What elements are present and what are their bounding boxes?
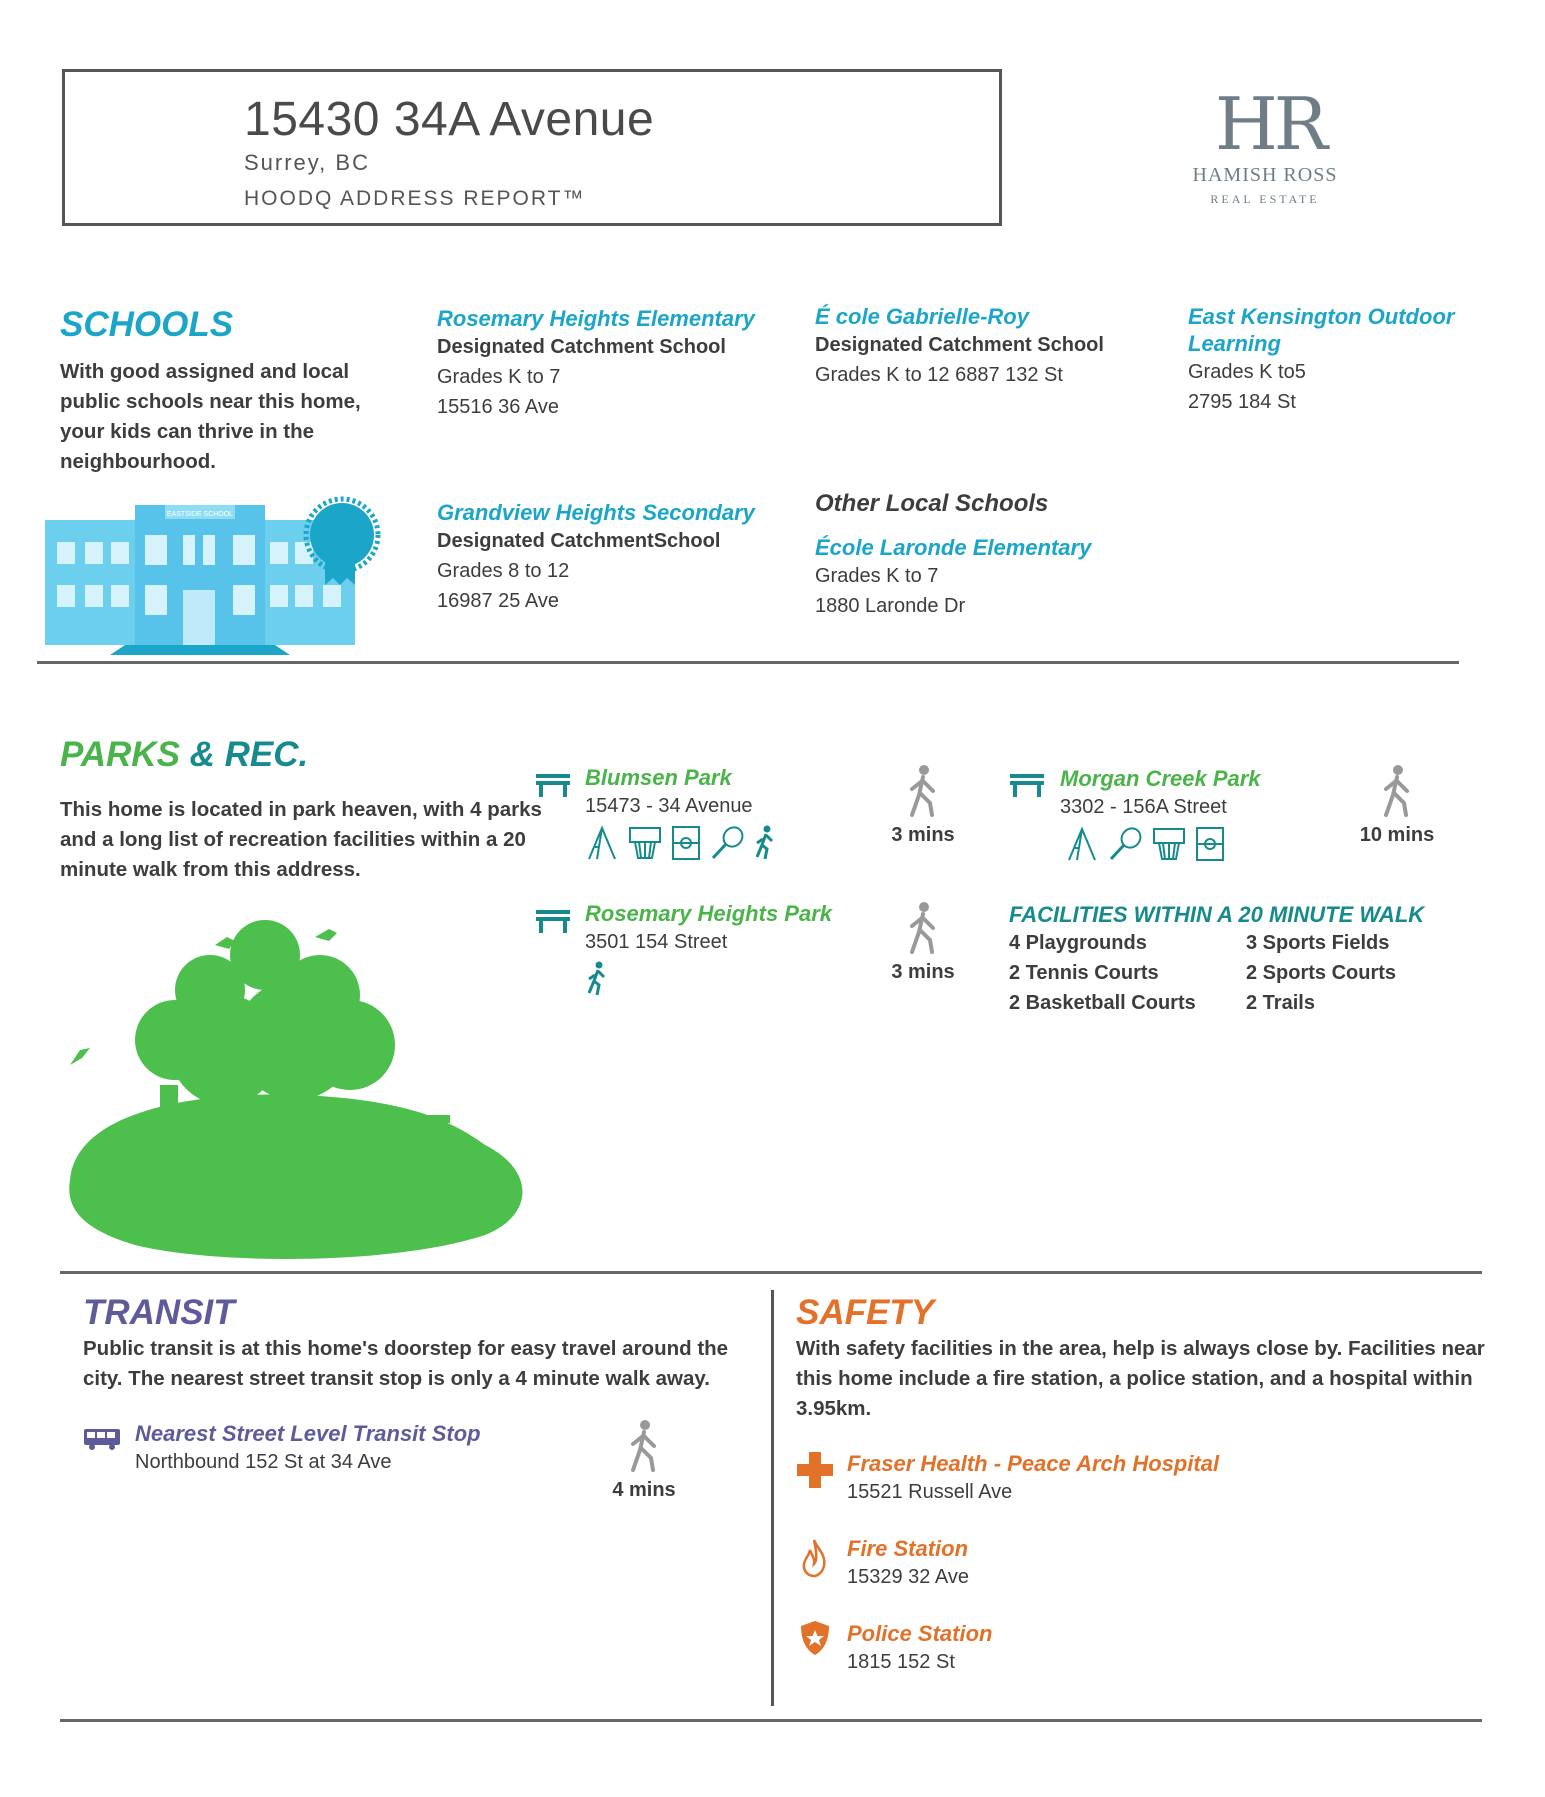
tennis-icon (1107, 826, 1143, 862)
school-ecole-gabrielle-roy (815, 303, 1145, 390)
transit-stop (135, 1420, 481, 1477)
park-name: Blumsen Park (585, 765, 732, 790)
sports-field-icon (1195, 826, 1225, 862)
school-name: É cole Gabrielle-Roy (815, 304, 1029, 329)
trail-icon (585, 961, 609, 997)
walk-time-label: 10 mins (1359, 824, 1435, 846)
park-address: 3501 154 Street (585, 931, 728, 953)
parks-title-a: PARKS (60, 735, 180, 774)
park-bench-icon (1009, 772, 1045, 798)
school-grades: Grades K to 7 (815, 565, 939, 587)
safety-facility-address: 15521 Russell Ave (847, 1481, 1013, 1503)
fire-icon (800, 1538, 828, 1578)
safety-facility-address: 1815 152 St (847, 1651, 955, 1673)
trail-icon (753, 825, 777, 861)
section-divider (60, 1271, 1482, 1274)
sports-field-icon (671, 825, 701, 861)
school-ecole-laronde (815, 534, 1145, 621)
facility-item: 2 Tennis Courts (1009, 962, 1159, 984)
safety-hospital (847, 1450, 1219, 1507)
park-name: Morgan Creek Park (1060, 766, 1261, 791)
walk-time-morgan-creek (1352, 765, 1442, 847)
walk-time-rosemary-heights (878, 902, 968, 984)
schools-title: SCHOOLS (60, 305, 234, 344)
safety-fire-station (847, 1535, 969, 1592)
playground-icon (1065, 826, 1099, 862)
walk-time-transit (599, 1420, 689, 1502)
vertical-divider (771, 1290, 774, 1706)
park-address: 3302 - 156A Street (1060, 796, 1227, 818)
logo-name: HAMISH ROSS (1192, 164, 1338, 186)
parks-title-b: & REC. (189, 735, 309, 774)
school-name: East Kensington Outdoor Learning (1188, 304, 1455, 356)
safety-facility-name: Police Station (847, 1621, 993, 1646)
facility-item: 2 Trails (1246, 992, 1315, 1014)
report-label: HOODQ ADDRESS REPORT™ (244, 187, 586, 210)
police-shield-icon (800, 1620, 830, 1656)
playground-icon (585, 825, 619, 861)
tennis-icon (709, 825, 745, 861)
walking-icon (1380, 765, 1414, 817)
school-type: Designated Catchment School (437, 336, 726, 358)
park-illustration (65, 915, 535, 1265)
school-grades: Grades K to5 (1188, 361, 1306, 383)
walk-time-label: 3 mins (891, 824, 955, 846)
school-grades: Grades K to 7 (437, 366, 561, 388)
safety-facility-name: Fire Station (847, 1536, 969, 1561)
school-address: 15516 36 Ave (437, 396, 559, 418)
school-grades: Grades 8 to 12 (437, 560, 570, 582)
school-address: 16987 25 Ave (437, 590, 559, 612)
school-name: Rosemary Heights Elementary (437, 306, 755, 331)
facility-item: 4 Playgrounds (1009, 932, 1147, 954)
transit-description: Public transit is at this home's doorstep for easy travel around the city. The nearest street transit stop is only a 4 minute walk away. (83, 1337, 729, 1390)
safety-title: SAFETY (796, 1293, 935, 1332)
school-address: 1880 Laronde Dr (815, 595, 966, 617)
schools-description: With good assigned and local public schools near this home, your kids can thrive in the neighbourhood. (60, 360, 361, 473)
safety-facility-address: 15329 32 Ave (847, 1566, 969, 1588)
facility-item: 2 Basketball Courts (1009, 992, 1196, 1014)
transit-stop-address: Northbound 152 St at 34 Ave (135, 1451, 392, 1473)
parks-description: This home is located in park heaven, with 4 parks and a long list of recreation facilities within a 20 minute walk from this address. (60, 798, 542, 881)
logo-subtitle: REAL ESTATE (1210, 192, 1320, 206)
address-title: 15430 34A Avenue (244, 93, 655, 146)
section-divider (37, 661, 1459, 664)
address-city: Surrey, BC (244, 150, 370, 175)
park-facility-icons (1065, 826, 1261, 862)
safety-police-station (847, 1620, 992, 1677)
safety-facility-name: Fraser Health - Peace Arch Hospital (847, 1451, 1220, 1476)
school-rosemary-heights-elementary (437, 305, 767, 422)
facilities-left-column (1009, 928, 1196, 1018)
park-bench-icon (535, 908, 571, 934)
school-grades-address: Grades K to 12 6887 132 St (815, 364, 1063, 386)
transit-stop-name: Nearest Street Level Transit Stop (135, 1421, 481, 1446)
walk-time-blumsen (878, 765, 968, 847)
facilities-title: FACILITIES WITHIN A 20 MINUTE WALK (1009, 902, 1425, 927)
hospital-cross-icon (797, 1452, 833, 1488)
park-facility-icons (585, 825, 777, 861)
safety-description: With safety facilities in the area, help is always close by. Facilities near this home include a fire station, a police station, and a hospital within 3.95km. (796, 1337, 1485, 1420)
school-name: École Laronde Elementary (815, 535, 1092, 560)
walk-time-label: 3 mins (891, 961, 955, 983)
facility-item: 2 Sports Courts (1246, 962, 1397, 984)
transit-title: TRANSIT (83, 1293, 235, 1332)
park-address: 15473 - 34 Avenue (585, 795, 753, 817)
school-sign-text: EASTSIDE SCHOOL (166, 511, 234, 518)
parks-title (60, 735, 308, 775)
bottom-divider (60, 1719, 1482, 1722)
walking-icon (906, 765, 940, 817)
walk-time-label: 4 mins (612, 1479, 676, 1501)
park-rosemary-heights (585, 900, 832, 997)
other-schools-title: Other Local Schools (815, 490, 1049, 517)
school-address: 2795 184 St (1188, 391, 1296, 413)
school-type: Designated Catchment School (815, 334, 1104, 356)
logo-mark: HR (1215, 82, 1324, 166)
school-building-illustration (45, 490, 385, 655)
basketball-icon (627, 825, 663, 861)
facility-item: 3 Sports Fields (1246, 932, 1390, 954)
park-morgan-creek (1060, 765, 1261, 862)
walking-icon (627, 1420, 661, 1472)
facilities-right-column (1246, 928, 1396, 1018)
school-grandview-heights-secondary (437, 499, 767, 616)
park-facility-icons (585, 961, 832, 997)
park-name: Rosemary Heights Park (585, 901, 832, 926)
park-bench-icon (535, 772, 571, 798)
basketball-icon (1151, 826, 1187, 862)
school-type: Designated CatchmentSchool (437, 530, 721, 552)
school-east-kensington (1188, 303, 1488, 417)
bus-icon (83, 1427, 121, 1451)
school-name: Grandview Heights Secondary (437, 500, 755, 525)
park-blumsen (585, 764, 777, 861)
walking-icon (906, 902, 940, 954)
